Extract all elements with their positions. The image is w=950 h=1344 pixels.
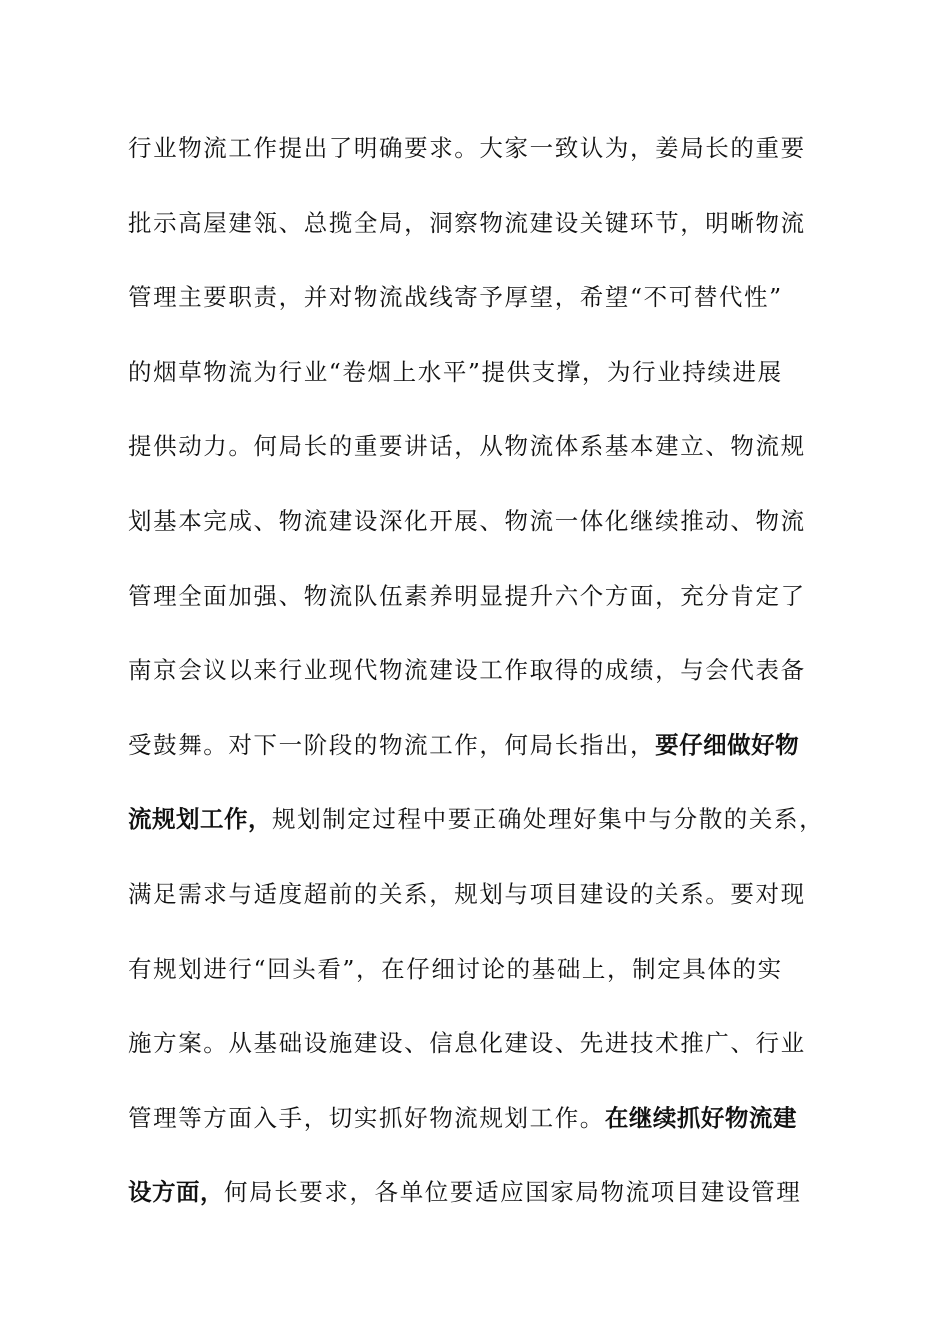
bold-text-segment: 在继续抓好物流建: [604, 1103, 797, 1132]
text-line: [128, 1020, 828, 1095]
text-segment: 受鼓舞。对下一阶段的物流工作，何局长指出，: [128, 730, 656, 759]
bold-text-segment: 要仔细做好物: [655, 730, 800, 759]
text-segment: 管理全面加强、物流队伍素养明显提升六个方面，充分肯定了: [128, 581, 806, 610]
text-segment: 何局长要求，各单位要适应国家局物流项目建设管理: [224, 1178, 802, 1207]
text-segment: 南京会议以来行业现代物流建设工作取得的成绩，与会代表备: [128, 656, 806, 685]
text-segment: 管理主要职责，并对物流战线寄予厚望，希望“不可替代性”: [128, 283, 783, 312]
text-line: [128, 722, 828, 797]
text-line: [128, 946, 828, 1021]
text-segment: 批示高屋建瓴、总揽全局，洞察物流建设关键环节，明晰物流: [128, 208, 806, 237]
text-segment: 行业物流工作提出了明确要求。大家一致认为，姜局长的重要: [128, 134, 806, 162]
text-segment: 管理等方面入手，切实抓好物流规划工作。: [128, 1103, 605, 1132]
text-line: [128, 498, 828, 573]
text-segment: 划基本完成、物流建设深化开展、物流一体化继续推动、物流: [128, 506, 806, 535]
text-line: [128, 871, 828, 946]
text-line: [128, 423, 828, 498]
text-line: [128, 573, 828, 648]
text-line: [128, 274, 828, 349]
text-line: [128, 1169, 828, 1244]
text-segment: 施方案。从基础设施建设、信息化建设、先进技术推广、行业: [128, 1029, 806, 1058]
text-line: [128, 349, 828, 424]
text-segment: 的烟草物流为行业“卷烟上水平”提供支撑，为行业持续进展: [128, 357, 783, 386]
text-segment: 提供动力。何局长的重要讲话，从物流体系基本建立、物流规: [128, 432, 806, 461]
text-segment: 有规划进行“回头看”，在仔细讨论的基础上，制定具体的实: [128, 954, 783, 983]
bold-text-segment: 设方面，: [128, 1178, 224, 1207]
bold-text-segment: 流规划工作，: [128, 805, 272, 834]
text-line: [128, 796, 828, 871]
text-segment: 满足需求与适度超前的关系，规划与项目建设的关系。要对现: [128, 879, 806, 908]
text-line: [128, 647, 828, 722]
body-paragraph: [128, 125, 828, 1244]
text-line: [128, 125, 828, 200]
text-line: [128, 200, 828, 275]
text-line: [128, 1095, 828, 1170]
text-segment: 规划制定过程中要正确处理好集中与分散的关系，: [272, 805, 825, 834]
